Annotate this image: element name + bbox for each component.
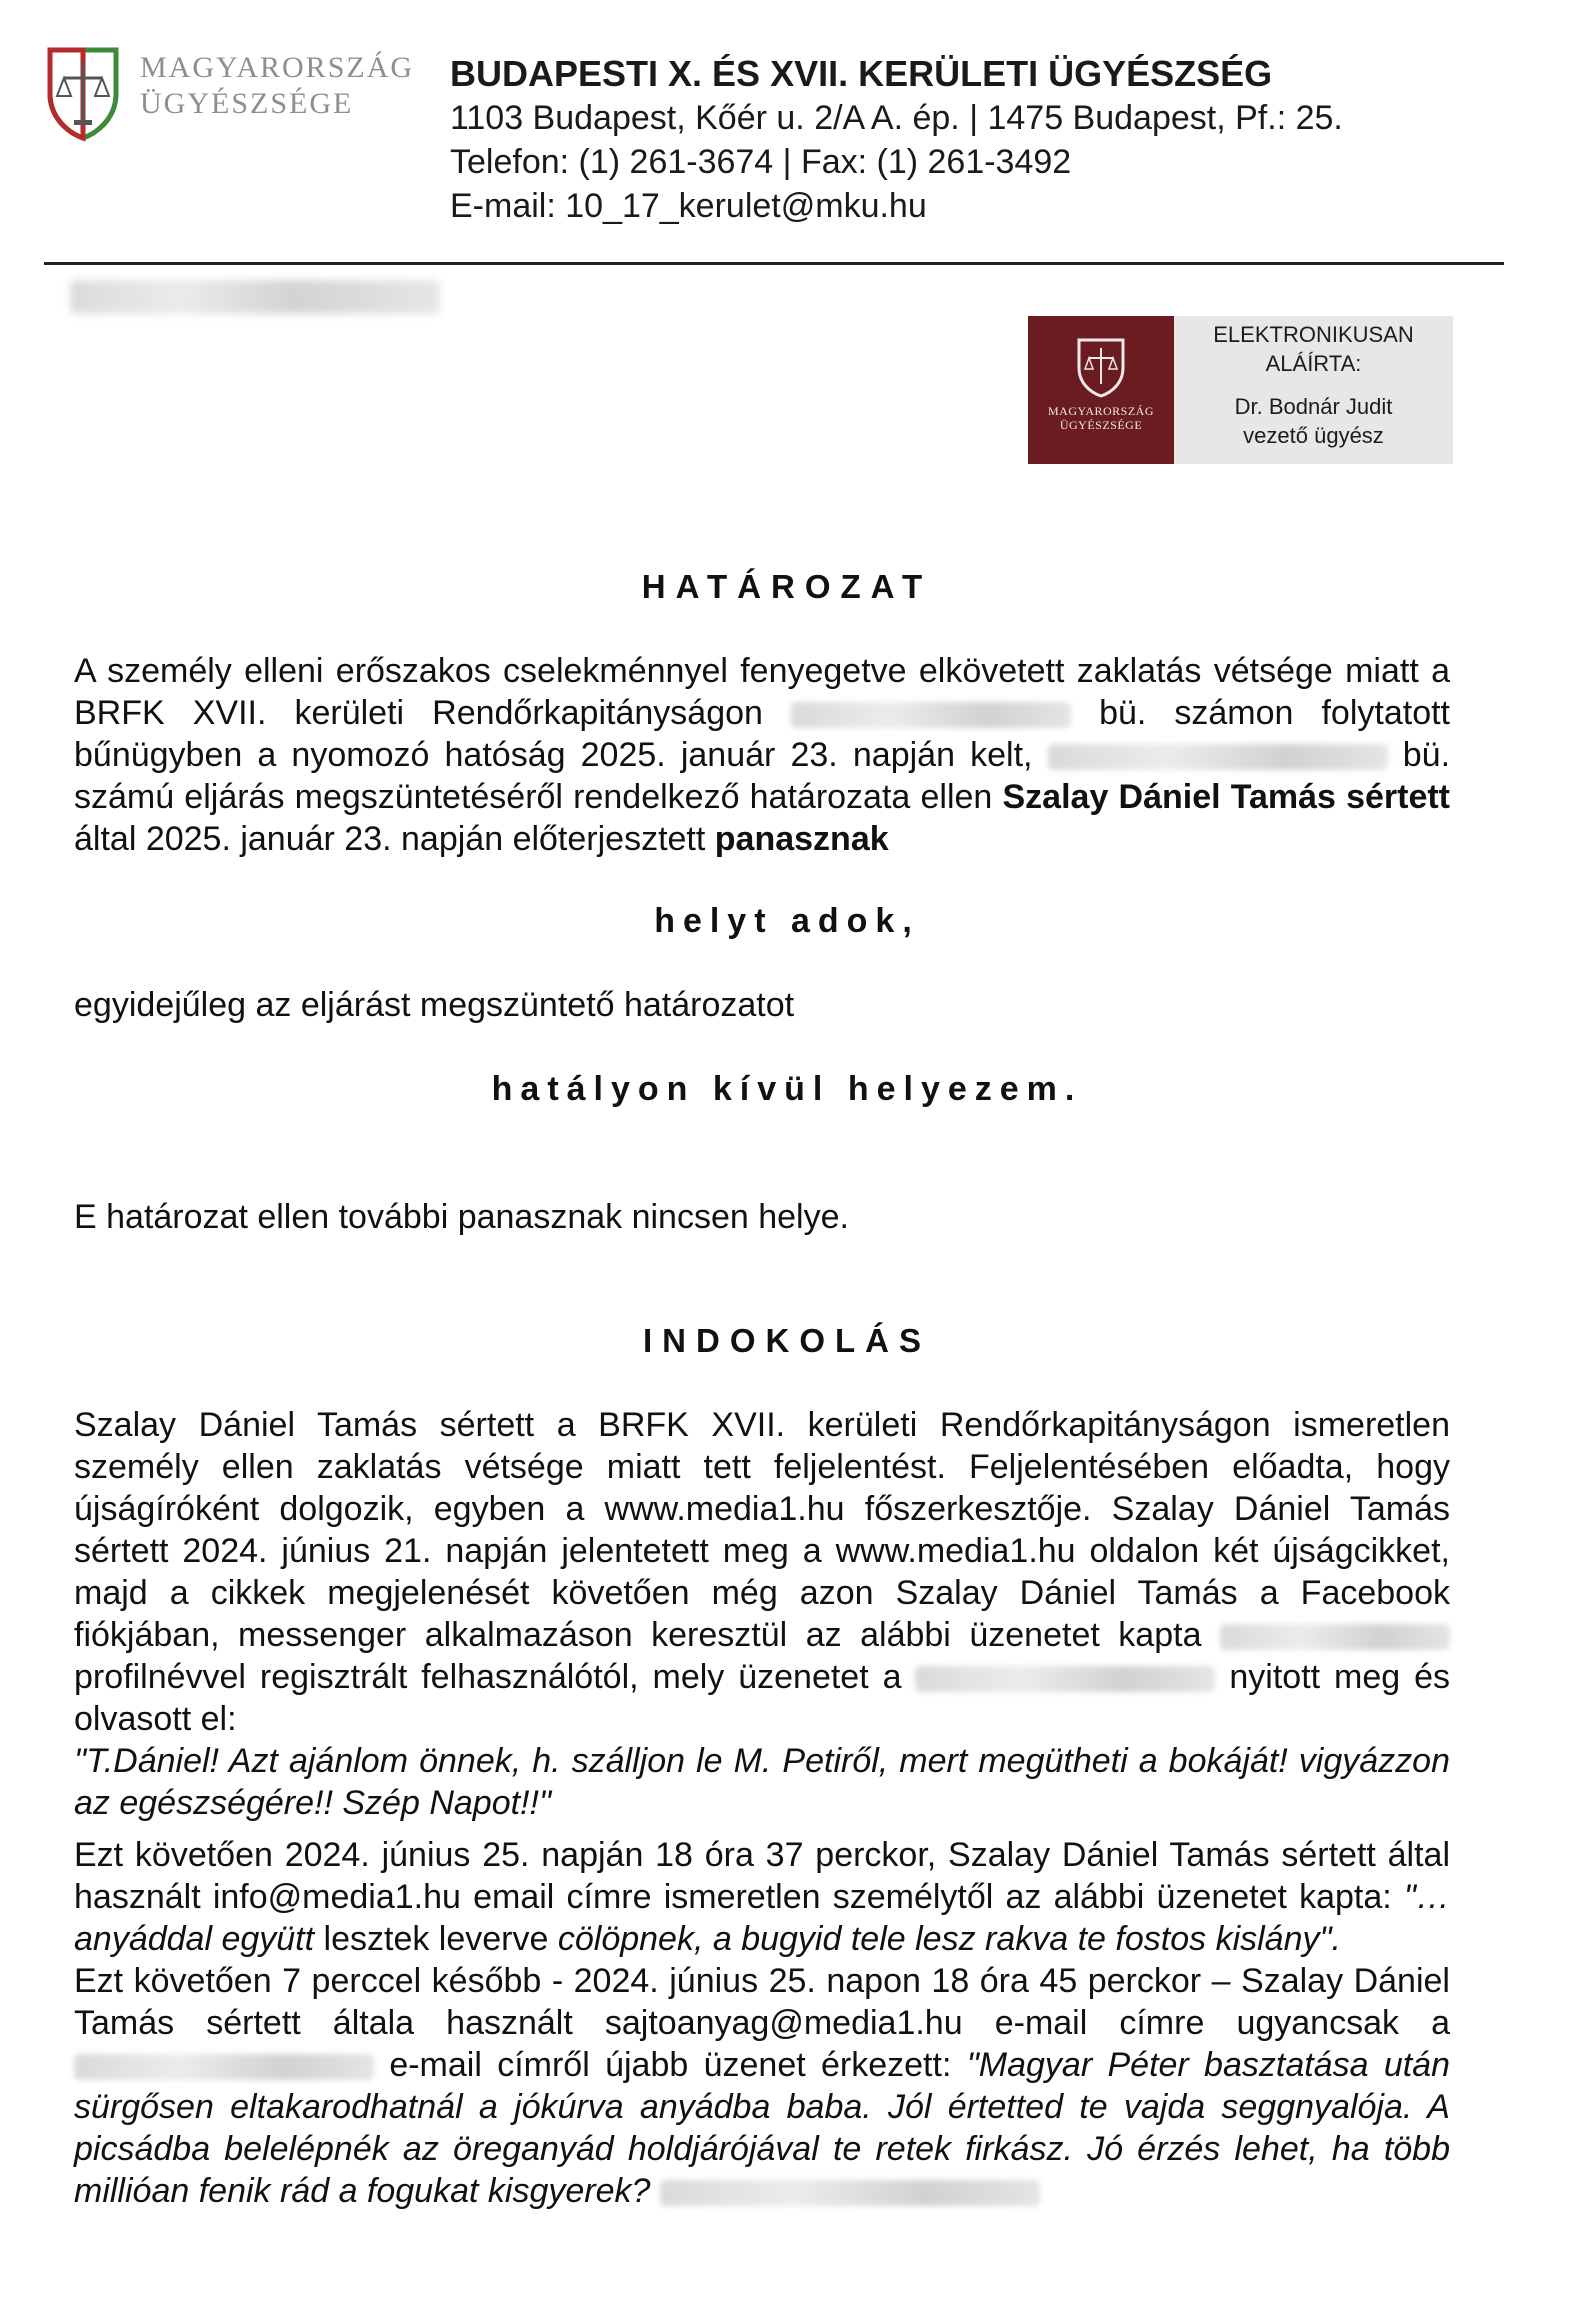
third-message-quote: "Magyar Péter basztatása után sürgősen eltakarodhatnál a jókúrva anyádba baba. Jól értetted te vajda seggnyalója. A picsádba belelépnék az öreganyád holdjárójával te retek firkász. Jó érzés lehet, ha több millióan fenik rád a fogukat kisgyerek? xyxy=(74,2046,1450,2210)
office-name: BUDAPESTI X. ÉS XVII. KERÜLETI ÜGYÉSZSÉG xyxy=(450,53,1273,94)
redacted-trailing-text xyxy=(660,2180,1040,2206)
annulment-intro xyxy=(74,984,1450,1026)
logo-wordmark xyxy=(140,50,414,122)
reasoning-p3-text: Ezt követően 7 perccel később - 2024. június 25. napon 18 óra 45 perckor – Szalay Dániel Tamás sértett általa használt sajtoanyag@media1.hu e-mail címre ugyancsak a xyxy=(74,1962,1450,2042)
redacted-case-id xyxy=(791,702,1071,728)
emblem-text-line2: ÜGYÉSZSÉGE xyxy=(1059,418,1143,432)
logo-text-line1: MAGYARORSZÁG xyxy=(140,51,415,84)
ruling-granted: helyt adok, xyxy=(654,902,920,940)
signature-label-line2: ALÁÍRTA: xyxy=(1265,351,1362,376)
office-address: 1103 Budapest, Kőér u. 2/A A. ép. | 1475 Budapest, Pf.: 25. xyxy=(450,99,1343,137)
header-divider xyxy=(44,262,1504,265)
redacted-case-id-2 xyxy=(1048,744,1388,770)
redacted-profile-name xyxy=(1220,1624,1450,1650)
first-threat-quote: "T.Dániel! Azt ajánlom önnek, h. szálljon le M. Petiről, mert megütheti a bokáját! vigyázzon az egészségére!! Szép Napot!!" xyxy=(74,1742,1450,1822)
signer-name: Dr. Bodnár Judit xyxy=(1234,394,1393,419)
reasoning-title: INDOKOLÁS xyxy=(643,1322,931,1359)
decision-text-b: bü. számon folytatott bűnügyben a nyomozó hatóság 2025. január 23. napján kelt, xyxy=(74,694,1450,774)
second-message-quote-a: "…anyáddal együtt xyxy=(74,1878,1450,1958)
complaint-word: panasznak xyxy=(714,820,889,858)
emblem-text-line1: MAGYARORSZÁG xyxy=(1047,404,1154,418)
redacted-sender-email xyxy=(74,2054,374,2080)
redacted-case-number xyxy=(70,280,440,314)
no-appeal-note xyxy=(74,1196,1450,1238)
prosecution-logo xyxy=(44,44,122,142)
electronic-signature-box xyxy=(1028,316,1453,464)
office-phone: Telefon: (1) 261-3674 | Fax: (1) 261-3492 xyxy=(450,143,1072,181)
reasoning-paragraph-2 xyxy=(74,1834,1450,2212)
emblem-shield-icon xyxy=(1075,336,1127,398)
signature-label-line1: ELEKTRONIKUSAN xyxy=(1213,322,1414,347)
reasoning-text-a: Szalay Dániel Tamás sértett a BRFK XVII. kerületi Rendőrkapitányságon ismeretlen személy ellen zaklatás vétsége miatt tett feljelentést. Feljelentésében előadta, hogy újságíróként dolgozik, egyben a www.media1.hu főszerkesztője. Szalay Dániel Tamás sértett 2024. június 21. napján jelentetett meg a www.media1.hu oldalon két újságcikket, majd a cikkek megjelenését követően még azon Szalay Dániel Tamás a Facebook fiókjában, messenger alkalmazáson keresztül az alábbi üzenetet kapta xyxy=(74,1406,1450,1654)
office-header xyxy=(450,52,1343,228)
office-email: E-mail: 10_17_kerulet@mku.hu xyxy=(450,187,927,225)
reasoning-text-b: profilnévvel regisztrált felhasználótól, mely üzenetet a xyxy=(74,1658,902,1696)
decision-paragraph xyxy=(74,650,1450,860)
decision-title: HATÁROZAT xyxy=(641,568,933,605)
signature-emblem xyxy=(1028,316,1174,464)
redacted-opener xyxy=(915,1666,1215,1692)
ruling-annulled: hatályon kívül helyezem. xyxy=(491,1070,1083,1108)
complainant-name: Szalay Dániel Tamás sértett xyxy=(1002,778,1451,816)
reasoning-paragraph-1 xyxy=(74,1404,1450,1824)
decision-text-c: bü. számú eljárás megszüntetéséről rendelkező határozata ellen xyxy=(74,736,1451,816)
reasoning-p3-text-b: e-mail címről újabb üzenet érkezett: xyxy=(389,2046,952,2084)
second-message-quote-b: cölöpnek, a bugyid tele lesz rakva te fostos kislány". xyxy=(557,1920,1342,1958)
annulment-intro-text: egyidejűleg az eljárást megszüntető határozatot xyxy=(74,986,795,1024)
logo-text-line2: ÜGYÉSZSÉGE xyxy=(140,87,354,120)
decision-text-a: A személy elleni erőszakos cselekménnyel fenyegetve elkövetett zaklatás vétsége miatt a BRFK XVII. kerületi Rendőrkapitányságon xyxy=(74,652,1450,732)
signature-text xyxy=(1174,320,1453,450)
no-appeal-text: E határozat ellen további panasznak nincsen helye. xyxy=(74,1198,849,1236)
second-message-mid: lesztek leverve xyxy=(323,1920,549,1958)
reasoning-text-c: nyitott meg és olvasott el: xyxy=(74,1658,1450,1738)
decision-text-d: által 2025. január 23. napján előterjesztett xyxy=(74,820,706,858)
signer-title: vezető ügyész xyxy=(1243,423,1384,448)
reasoning-p2-text: Ezt követően 2024. június 25. napján 18 óra 37 perckor, Szalay Dániel Tamás sértett által használt info@media1.hu email címre ismeretlen személytől az alábbi üzenetet kapta: xyxy=(74,1836,1450,1916)
